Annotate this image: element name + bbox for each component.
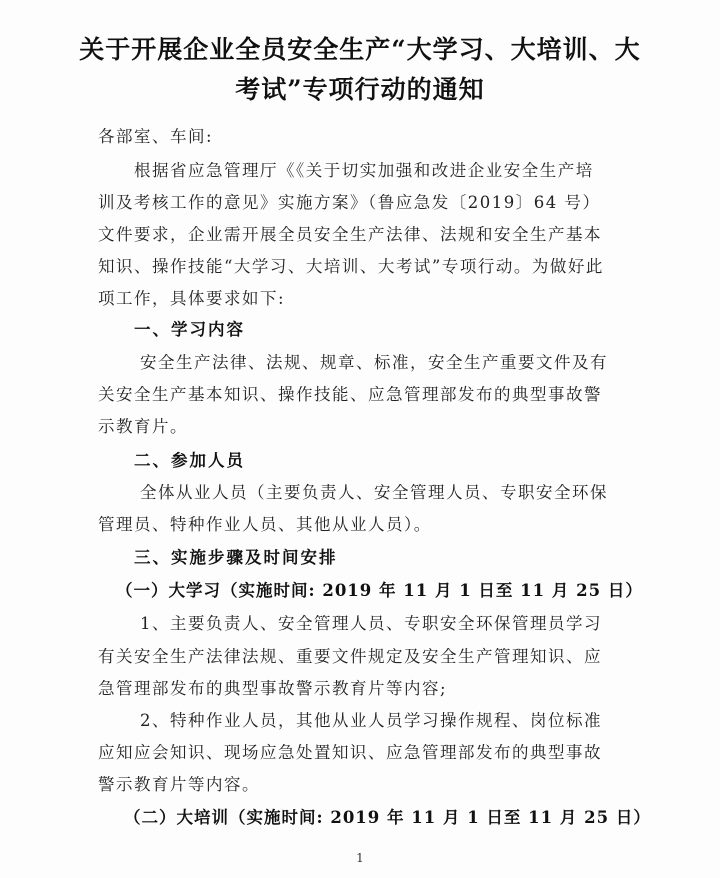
section-2-line-2: 管理员、特种作业人员、其他从业人员）。 bbox=[98, 515, 432, 534]
section-2-line-1: 全体从业人员（主要负责人、安全管理人员、专职安全环保 bbox=[140, 483, 608, 502]
section-1-line-1: 安全生产法律、法规、规章、标准，安全生产重要文件及有 bbox=[140, 353, 608, 372]
item-2-line-1: 2、特种作业人员，其他从业人员学习操作规程、岗位标准 bbox=[140, 711, 602, 730]
page-number: 1 bbox=[356, 851, 364, 865]
title-line-2: 考试”专项行动的通知 bbox=[235, 75, 485, 104]
item-1-line-1: 1、主要负责人、安全管理人员、专职安全环保管理员学习 bbox=[140, 614, 602, 633]
intro-line-1: 根据省应急管理厅《《关于切实加强和改进企业安全生产培 bbox=[134, 161, 594, 180]
item-1-line-3: 急管理部发布的典型事故警示教育片等内容; bbox=[98, 679, 448, 698]
item-2-line-3: 警示教育片等内容。 bbox=[98, 775, 260, 794]
salutation: 各部室、车间: bbox=[98, 127, 214, 146]
intro-line-4: 知识、操作技能“大学习、大培训、大考试”专项行动。为做好此 bbox=[98, 257, 604, 276]
section-3-heading: 三、实施步骤及时间安排 bbox=[134, 548, 338, 567]
document-title bbox=[60, 30, 660, 110]
item-1-line-2: 有关安全生产法律法规、重要文件规定及安全生产管理知识、应 bbox=[98, 647, 602, 666]
item-2-line-2: 应知应会知识、现场应急处置知识、应急管理部发布的典型事故 bbox=[98, 743, 602, 762]
section-1-heading: 一、学习内容 bbox=[134, 320, 245, 339]
intro-line-3: 文件要求，企业需开展全员安全生产法律、法规和安全生产基本 bbox=[98, 225, 602, 244]
section-2-heading: 二、参加人员 bbox=[134, 451, 245, 470]
title-line-1: 关于开展企业全员安全生产“大学习、大培训、大 bbox=[79, 35, 641, 64]
intro-line-2: 训及考核工作的意见》实施方案》（鲁应急发〔2019〕64 号） bbox=[98, 193, 601, 212]
intro-line-5: 项工作，具体要求如下: bbox=[98, 289, 286, 308]
section-3-sub-2: （二）大培训（实施时间: 2019 年 11 月 1 日至 11 月 25 日） bbox=[124, 808, 651, 827]
section-3-sub-1: （一）大学习（实施时间: 2019 年 11 月 1 日至 11 月 25 日） bbox=[116, 581, 643, 600]
section-1-line-3: 示教育片。 bbox=[98, 417, 188, 436]
section-1-line-2: 关安全生产基本知识、操作技能、应急管理部发布的典型事故警 bbox=[98, 385, 602, 404]
